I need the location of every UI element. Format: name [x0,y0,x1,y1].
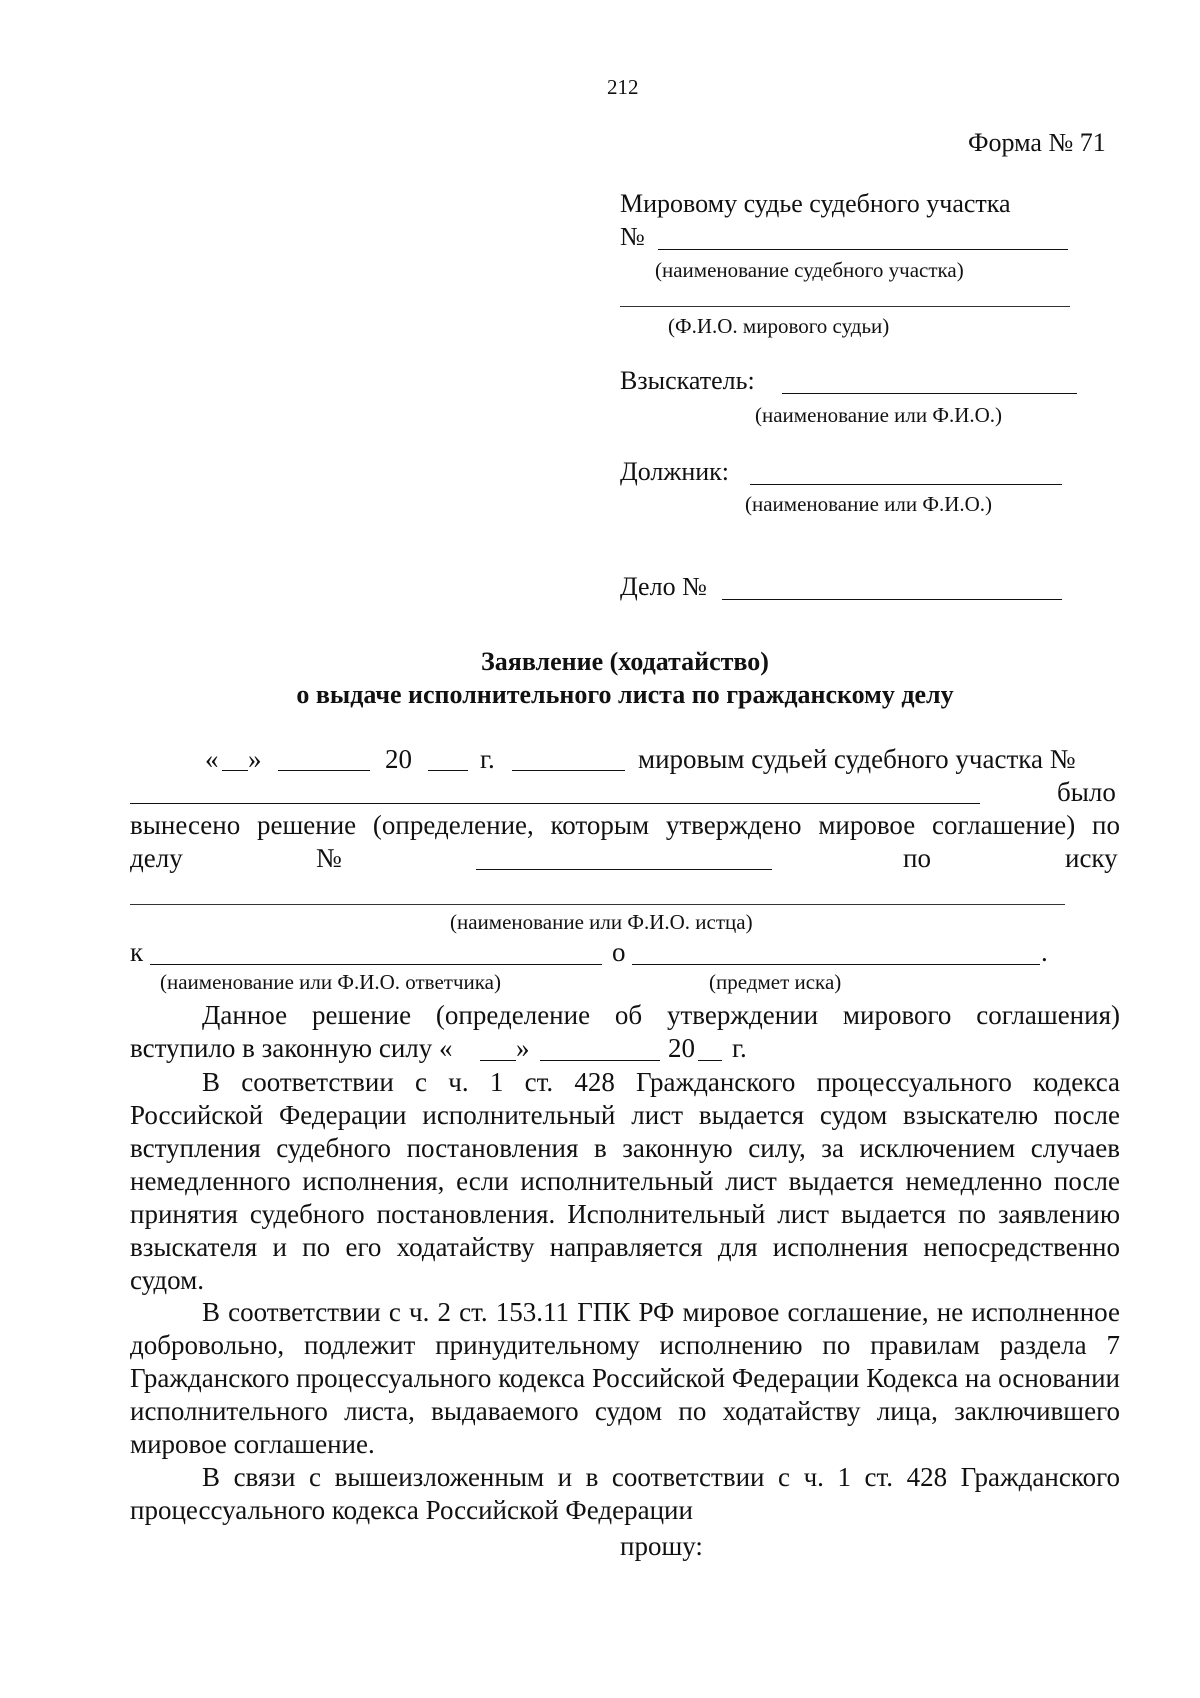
effect-close-quote: » [516,1033,530,1063]
defendant-note: (наименование или Ф.И.О. ответчика) [160,970,501,994]
paragraph-enforcement-text: В соответствии с ч. 1 ст. 428 Гражданского процессуального кодекса Российской Федерации исполнительный лист выдается судом взыскателю после вступления судебного постановления в законную силу, за исключением случаев немедленного исполнения, если исполнительный лист выдается немедленно после принятия судебного постановления. Исполнительный лист выдается по заявлению взыскателя и по его ходатайству направляется для исполнения непосредственно судом. [130,1067,1120,1295]
date-close-quote: » [248,744,262,774]
effect-year-suffix: г. [732,1033,747,1063]
to-word: к [130,937,144,967]
district-field[interactable] [130,803,980,804]
effect-line-1: Данное решение (определение об утверждении мирового соглашения) [202,1000,1120,1030]
paragraph-settlement-text: В соответствии с ч. 2 ст. 153.11 ГПК РФ мировое соглашение, не исполненное добровольно, подлежит принудительному исполнению по правилам раздела 7 Гражданского процессуального кодекса Российской Федерации Кодекса на основании исполнительного листа, выдаваемого судом по ходатайству лица, заключившего мировое соглашение. [130,1297,1120,1459]
claimant-label: Взыскатель: [620,366,755,395]
form-label: Форма № 71 [968,128,1106,157]
closing-request: прошу: [620,1531,703,1561]
day-field[interactable] [222,770,248,771]
by-word: по [903,843,931,873]
judge-name-field[interactable] [620,306,1070,307]
page-number: 212 [607,75,639,99]
month-field[interactable] [278,770,370,771]
case-no-sign: № [316,843,342,873]
date-open-quote: « [205,744,219,774]
plaintiff-field[interactable] [130,904,1065,905]
subject-field[interactable] [632,964,1040,965]
claimant-field[interactable] [782,393,1077,394]
case-label: Дело № [620,572,707,601]
about-word: о [612,937,626,967]
effect-month-field[interactable] [540,1060,660,1061]
title-line-1: Заявление (ходатайство) [481,647,769,676]
effect-day-field[interactable] [480,1060,516,1061]
district-note: (наименование судебного участка) [655,258,964,282]
judge-field[interactable] [512,770,625,771]
district-number-label: № [620,222,645,251]
case-word: делу [130,843,183,873]
case-number-field[interactable] [722,599,1062,600]
claimant-note: (наименование или Ф.И.О.) [755,403,1003,427]
paragraph-request [130,1461,1120,1527]
debtor-field[interactable] [750,484,1062,485]
plaintiff-note: (наименование или Ф.И.О. истца) [450,910,753,934]
debtor-note: (наименование или Ф.И.О.) [745,492,993,516]
subject-note: (предмет иска) [709,970,842,994]
decision-line: вынесено решение (определение, которым утверждено мировое соглашение) по [130,810,1120,840]
year-prefix: 20 [385,744,412,774]
paragraph-settlement [130,1296,1120,1461]
effect-year-prefix: 20 [668,1033,695,1063]
debtor-label: Должник: [620,457,730,486]
district-number-field[interactable] [658,249,1068,250]
was-text: было [1057,777,1116,807]
title-line-2: о выдаче исполнительного листа по гражданскому делу [296,680,954,709]
by-judge-text: мировым судьей судебного участка № [638,744,1076,774]
suit-word: иску [1065,843,1118,873]
paragraph-enforcement [130,1066,1120,1297]
year-suffix: г. [480,744,495,774]
judge-note: (Ф.И.О. мирового судьи) [668,314,890,338]
defendant-field[interactable] [150,964,602,965]
case-no-field[interactable] [476,869,772,870]
line-period: . [1041,937,1048,967]
year-field[interactable] [428,770,468,771]
effect-year-field[interactable] [698,1060,722,1061]
effect-line-2-text: вступило в законную силу « [130,1033,453,1063]
paragraph-request-text: В связи с вышеизложенным и в соответствии с ч. 1 ст. 428 Гражданского процессуального кодекса Российской Федерации [130,1462,1120,1525]
addressee-line: Мировому судье судебного участка [620,189,1011,218]
